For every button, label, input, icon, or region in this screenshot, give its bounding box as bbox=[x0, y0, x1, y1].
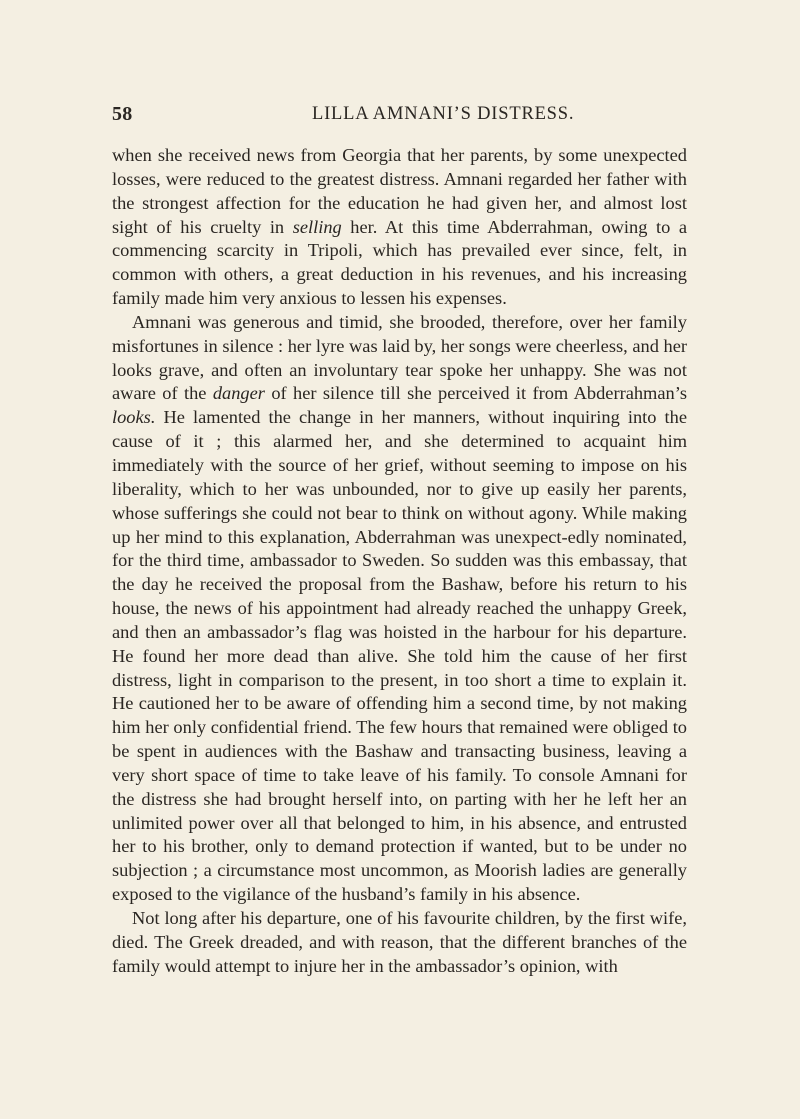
body-text bbox=[112, 144, 687, 979]
running-title: LILLA AMNANI’S DISTRESS. bbox=[312, 104, 575, 124]
running-head bbox=[112, 103, 689, 133]
paragraph-text: her. At this time Abderrahman, owing to a commencing scarcity in Tripoli, which has prevailed ever since, felt, in common with others, a great deduction in his revenues, and his increasing family made him very anxious to lessen his expenses. bbox=[112, 216, 687, 309]
italic-word-danger: danger bbox=[212, 383, 265, 404]
paragraph-text: He lamented the change in her manners, without inquiring into the cause of it ; this alarmed her, and she determined to acquaint him immediately with the source of her grief, without seeming to impose on his liberality, which to her was unbounded, nor to give up easily her parents, whose sufferings she could not bear to think on without agony. While making up her mind to this explanation, Abderrahman was unexpect-edly nominated, for the third time, ambassador to Sweden. So sudden was this embassay, that the day he received the proposal from the Bashaw, before his return to his house, the news of his appointment had already reached the unhappy Greek, and then an ambassador’s flag was hoisted in the harbour for his departure. He found her more dead than alive. She told him the cause of her first distress, light in comparison to the present, in too short a time to explain it. He cautioned her to be aware of offending him a second time, by not making him her only confidential friend. The few hours that remained were obliged to be spent in audiences with the Bashaw and transacting business, leaving a very short space of time to take leave of his family. To console Amnani for the distress she had brought herself into, on parting with her he left her an unlimited power over all that belonged to him, in his absence, and entrusted her to his brother, only to demand protection if wanted, but to be under no subjection ; a circumstance most uncommon, as Moorish ladies are generally exposed to the vigilance of the husband’s family in his absence. bbox=[112, 407, 687, 905]
paragraph-text: Amnani was generous and timid, she brooded, therefore, over her family misfortunes in silence : her lyre was laid by, her songs were cheerless, and her looks grave, and often an involuntary tear spoke her unhappy. She was not aware of the bbox=[112, 311, 687, 404]
paragraph-text: when she received news from Georgia that her parents, by some unexpected losses, were reduced to the greatest distress. Amnani regarded her father with the strongest affection for the education he had given her, and almost lost sight of his cruelty in bbox=[112, 145, 687, 237]
paragraph-text: Not long after his departure, one of his favourite children, by the first wife, died. The Greek dreaded, and with reason, that the different branches of the family would attempt to injure her in the ambassador’s opinion, with bbox=[112, 908, 687, 976]
italic-word-selling: selling bbox=[292, 216, 342, 237]
italic-word-looks: looks. bbox=[112, 407, 156, 428]
paragraph-3 bbox=[112, 907, 687, 979]
paragraph-2 bbox=[112, 311, 687, 907]
paragraph-text: of her silence till she perceived it from Abderrahman’s bbox=[264, 383, 687, 404]
page-number: 58 bbox=[112, 103, 133, 125]
paragraph-1 bbox=[112, 144, 687, 311]
